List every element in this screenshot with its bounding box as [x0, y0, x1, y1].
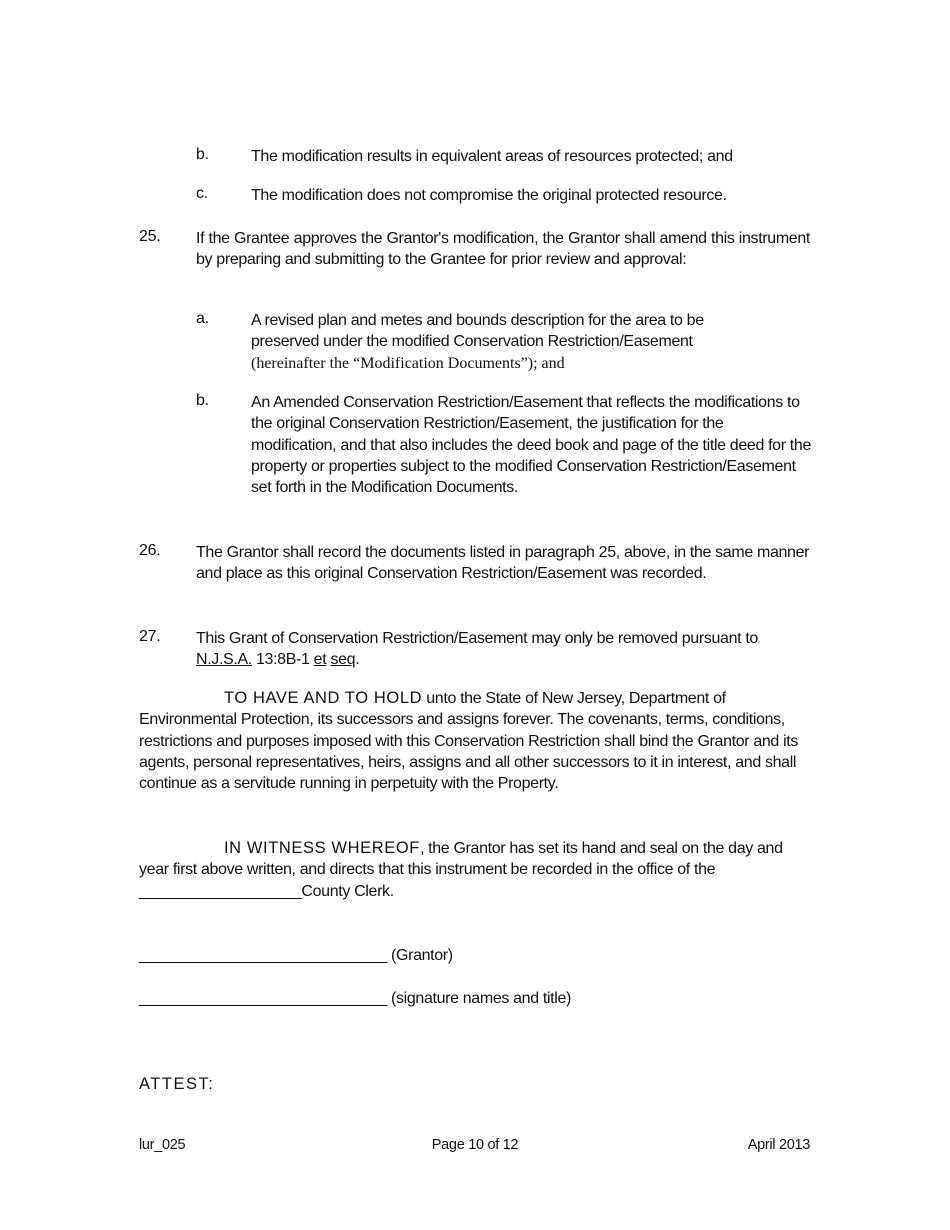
paragraph-27-number: 27.	[139, 628, 161, 645]
witness-clause	[139, 838, 811, 902]
item-25a-text	[251, 310, 811, 374]
paragraph-26-text: The Grantor shall record the documents listed in paragraph 25, above, in the same manner and place as this original Conservation Restriction/Easement was recorded.	[196, 544, 810, 583]
habendum-text: unto the State of New Jersey, Department of Environmental Protection, its successors and assigns forever. The covenants, terms, conditions, restrictions and purposes imposed with this Conservation Restriction shall bind the Grantor and its agents, personal representatives, heirs, assigns and all other successors to it in interest, and shall continue as a servitude running in perpetuity with the Property.	[139, 690, 799, 793]
item-c-text: The modification does not compromise the original protected resource.	[251, 187, 727, 204]
paragraph-25-text: If the Grantee approves the Grantor's modification, the Grantor shall amend this instrument by preparing and submitting to the Grantee for prior review and approval:	[196, 230, 810, 269]
statute-section: 13:8B-1	[251, 651, 314, 669]
item-25a-line-3: (hereinafter the “Modification Documents”); and	[251, 354, 565, 372]
attest-heading: ATTEST:	[139, 1075, 215, 1093]
item-25b-text: An Amended Conservation Restriction/Easement that reflects the modifications to the original Conservation Restriction/Easement, the justification for the modification, and that also includes the deed book and page of the title deed for the property or properties subject to the modified Conservation Restriction/Easement set forth in the Modification Documents.	[251, 394, 812, 497]
paragraph-27-text	[196, 628, 810, 671]
witness-heading: IN WITNESS WHEREOF	[224, 839, 420, 857]
item-25b-label: b.	[196, 392, 209, 409]
signature-blank: _____________________________	[139, 947, 387, 964]
footer-page-number: Page 10 of 12	[431, 1137, 519, 1153]
item-25a-line-1: A revised plan and metes and bounds description for the area to be	[251, 312, 704, 329]
footer-form-id: lur_025	[139, 1137, 186, 1153]
signature-label: (Grantor)	[391, 947, 453, 964]
witness-text: , the Grantor has set its hand and seal on the day and year first above written, and directs that this instrument be recorded in the office of the ___________________County Clerk.	[139, 840, 783, 900]
paragraph-27-lead: This Grant of Conservation Restriction/Easement may only be removed pursuant to	[196, 630, 758, 647]
habendum-clause	[139, 688, 811, 794]
signature-line-names	[139, 988, 811, 1009]
et-text: et	[313, 651, 327, 669]
signature-blank: _____________________________	[139, 990, 387, 1007]
habendum-heading: TO HAVE AND TO HOLD	[224, 689, 423, 707]
seq-text: seq	[330, 651, 356, 669]
paragraph-25-number: 25.	[139, 228, 161, 245]
item-25a-label: a.	[196, 310, 209, 327]
paragraph-27-end: .	[355, 651, 360, 669]
signature-label: (signature names and title)	[391, 990, 571, 1007]
signature-line-grantor	[139, 945, 811, 966]
item-b-text: The modification results in equivalent areas of resources protected; and	[251, 148, 733, 165]
footer-date: April 2013	[747, 1137, 810, 1153]
item-b-label: b.	[196, 146, 209, 163]
item-c-label: c.	[196, 185, 208, 202]
statute-citation: N.J.S.A.	[196, 651, 252, 669]
item-25a-line-2: preserved under the modified Conservation Restriction/Easement	[251, 333, 693, 351]
paragraph-26-number: 26.	[139, 542, 161, 559]
